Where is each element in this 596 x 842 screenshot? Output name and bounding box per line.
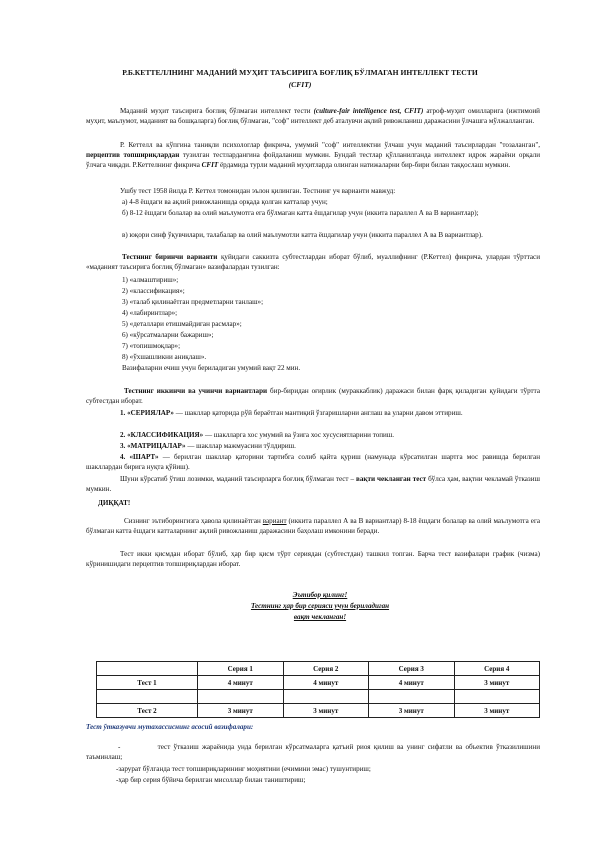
variant-c: в) юқори синф ўқувчилари, талабалар ва олий маълумотли катта ёшдагилар учун (иккита параллел А ва В вариантлар). xyxy=(122,231,483,239)
paragraph-text: атроф-муҳит омилларига (ижтимоий муҳит, маълумот, маданият ва бошқаларга) боғлиқ бўлмаган, "соф" интеллект деб аталувчи ақлий ривожланиш даражасини ўлчашга мўлжалланган. xyxy=(86,107,540,125)
paragraph-emphasis: вақти чекланган тест xyxy=(356,475,427,483)
tasks-heading: Тест ўтказувчи мутахассиснинг асосий вазифалари: xyxy=(86,723,254,731)
list-item: 3) «талаб қилинаётган предметларни танлаш»; xyxy=(122,298,264,306)
paragraph-attention xyxy=(86,516,540,536)
paragraph-underline: вариант xyxy=(262,517,287,525)
paragraph-structure: Тест икки қисмдан иборат бўлиб, ҳар бир қисм тўрт сериядан (субтестдан) ташкил топган. Барча тест вазифалари график (чизма) кўринишидаги перцептив топшириқлардан иборат. xyxy=(86,550,540,568)
list-item: 5) «деталлари етишмайдиган расмлар»; xyxy=(122,320,242,328)
table-cell: 3 минут xyxy=(454,676,540,690)
subtest-name: 4. «ШАРТ» xyxy=(120,453,159,461)
variant-b: б) 8-12 ёшдаги болалар ва олий маълумотга ега бўлмаган катта ёшдагилар учун (иккита параллел А ва В вариантлар); xyxy=(122,209,479,217)
time-note: Вазифаларни ечиш учун бериладиган умумий вақт 22 мин. xyxy=(122,364,301,372)
table-cell: 4 минут xyxy=(198,676,284,690)
document-title: Р.Б.КЕТТЕЛЛНИНГ МАДАНИЙ МУҲИТ ТАЪСИРИГА БОҒЛИҚ БЎЛМАГАН ИНТЕЛЛЕКТ ТЕСТИ xyxy=(122,68,478,77)
paragraph-text: Маданий муҳит таъсирига боғлиқ бўлмаган интеллект тести xyxy=(120,107,311,115)
notice-line-1: Эътибор қилинг! xyxy=(292,591,348,599)
paragraph-text: ёрдамида турли маданий муҳитларда олинган натижаларни бир-бири билан таққослаш мумкин. xyxy=(219,161,511,169)
task-item-1 xyxy=(86,742,540,762)
table-header-cell: Серия 4 xyxy=(454,662,540,676)
paragraph-intro-2 xyxy=(86,140,540,170)
subtest-description: — берилган шакллар қаторини тартибга солиб қайта қуриш (намунада кўрсатилган шартга мос равишда берилган шакллардан бирига нуқта қўйиш). xyxy=(86,453,540,471)
subtest-description: — шаклларга хос умумий ва ўзига хос хусусиятларини топиш. xyxy=(204,431,395,439)
table-header-cell: Серия 2 xyxy=(283,662,369,676)
paragraph-text: бўлса ҳам, вақтни чекламай ўтказиш мумкин. xyxy=(86,475,540,493)
subtest-name: 1. «СЕРИЯЛАР» xyxy=(120,409,174,417)
task-text: тест ўтказиш жараёнида унда берилган кўрсатмаларга қатъий риоя қилиш ва унинг сифатли ва объектив ўтказилишини таъминлаш; xyxy=(86,743,540,761)
table-header-row xyxy=(97,662,540,676)
notice-line-3: вақт чекланган! xyxy=(293,613,347,621)
table-cell: 4 минут xyxy=(283,676,369,690)
subtest-name: 3. «МАТРИЦАЛАР» xyxy=(120,442,186,450)
variant-a: а) 4-8 ёшдаги ва ақлий ривожланишда орқада қолган катталар учун; xyxy=(122,198,328,206)
document-title-abbr: (CFIT) xyxy=(288,80,312,89)
list-item: 6) «кўрсатмаларни бажариш»; xyxy=(122,331,214,339)
list-bullet: - xyxy=(118,743,121,751)
table-spacer-row xyxy=(97,690,540,704)
paragraph-term: CFIT xyxy=(201,161,219,169)
paragraph-intro-1 xyxy=(86,106,540,126)
paragraph-text: Сизнинг эътиборингизга ҳавола қилинаётган xyxy=(124,517,261,525)
list-item: 1) «алмаштириш»; xyxy=(122,276,179,284)
table-cell: 3 минут xyxy=(198,704,284,718)
subtest-name: 2. «КЛАССИФИКАЦИЯ» xyxy=(120,431,204,439)
series-time-table xyxy=(96,661,540,718)
task-item-3: -ҳар бир серия бўйича берилган мисоллар билан таништириш; xyxy=(116,776,306,784)
paragraph-emphasis: Тестнинг биринчи варианти xyxy=(122,253,218,261)
paragraph-text: Шуни кўрсатиб ўтиш лозимки, маданий таъсирларга боғлиқ бўлмаган тест – xyxy=(120,475,355,483)
table-header-cell xyxy=(97,662,198,676)
subtest-matrices xyxy=(120,441,296,451)
list-item: 7) «топишмоқлар»; xyxy=(122,342,181,350)
paragraph-second-third xyxy=(86,386,540,406)
subtest-description: — шакллар қаторида рўй бераётган мантиқий ўзгаришларни англаш ва уларни давом эттириш. xyxy=(175,409,463,417)
subtest-classification xyxy=(120,430,394,440)
paragraph-text: бир-биридан оғирлик (мураккаблик) даражаси билан фарқ қиладиган қуйидаги тўртта субтестдан иборат. xyxy=(86,387,540,405)
paragraph-text: тузилган тестлардангина фойдаланиш мумкин. Бундай тестлар қўлланилганда интеллект идрок жараёни орқали ўлчага чиқади. Р.Кеттелнинг фикрича xyxy=(86,151,540,169)
table-row-label: Тест 2 xyxy=(97,704,198,718)
paragraph-emphasis: Тестнинг иккинчи ва учинчи вариантлари xyxy=(124,387,268,395)
list-item: 8) «ўхшашликни аниқлаш». xyxy=(122,353,207,361)
table-cell: 3 минут xyxy=(283,704,369,718)
paragraph-time-limit xyxy=(86,474,540,494)
paragraph-text: қуйидаги саккизта субтестлардан иборат бўлиб, муаллифнинг (Р.Кеттел) фикрича, улардан тўрттаси «маданият таъсирига боғлиқ бўлмаган» вазифалардан тузилган: xyxy=(86,253,541,271)
table-header-cell: Серия 3 xyxy=(369,662,455,676)
paragraph-variants-intro: Ушбу тест 1958 йилда Р. Кеттел томонидан эълон қилинган. Тестнинг уч варианти мавжуд: xyxy=(120,187,396,195)
paragraph-text: (иккита параллел А ва В вариантлар) 8-18 ёшдаги болалар ва олий маълумотга ега бўлмаган катта ёшдаги катталарнинг ақлий ривожланиш даражасини баҳолаш имконини беради. xyxy=(86,517,540,535)
subtest-series xyxy=(86,408,540,418)
paragraph-text: Р. Кеттелл ва кўпгина таниқли психологлар фикрича, умумий "соф" интеллектни ўлчаш учун маданий таъсирлардан "тозаланган", xyxy=(120,141,540,149)
table-row-label: Тест 1 xyxy=(97,676,198,690)
table-cell: 3 минут xyxy=(369,704,455,718)
table-header-cell: Серия 1 xyxy=(198,662,284,676)
table-cell: 3 минут xyxy=(454,704,540,718)
list-item: 4) «лабиринтлар»; xyxy=(122,309,178,317)
paragraph-term: (culture-fair intelligence test, CFIT) xyxy=(313,107,424,115)
notice-line-2: Тестнинг ҳар бир серияси учун бериладиган xyxy=(250,602,390,610)
table-row xyxy=(97,704,540,718)
table-row xyxy=(97,676,540,690)
paragraph-emphasis: перцептив топшириқлардан xyxy=(86,151,180,159)
paragraph-first-variant xyxy=(86,252,540,272)
table-cell: 4 минут xyxy=(369,676,455,690)
task-item-2: -зарурат бўлганда тест топшириқларининг моҳиятини (ечимини эмас) тушунтириш; xyxy=(116,765,371,773)
subtest-description: — шакллар мажмуасини тўлдириш. xyxy=(187,442,296,450)
subtest-condition xyxy=(86,452,540,472)
attention-heading: ДИҚҚАТ! xyxy=(98,499,131,507)
list-item: 2) «классификация»; xyxy=(122,287,185,295)
